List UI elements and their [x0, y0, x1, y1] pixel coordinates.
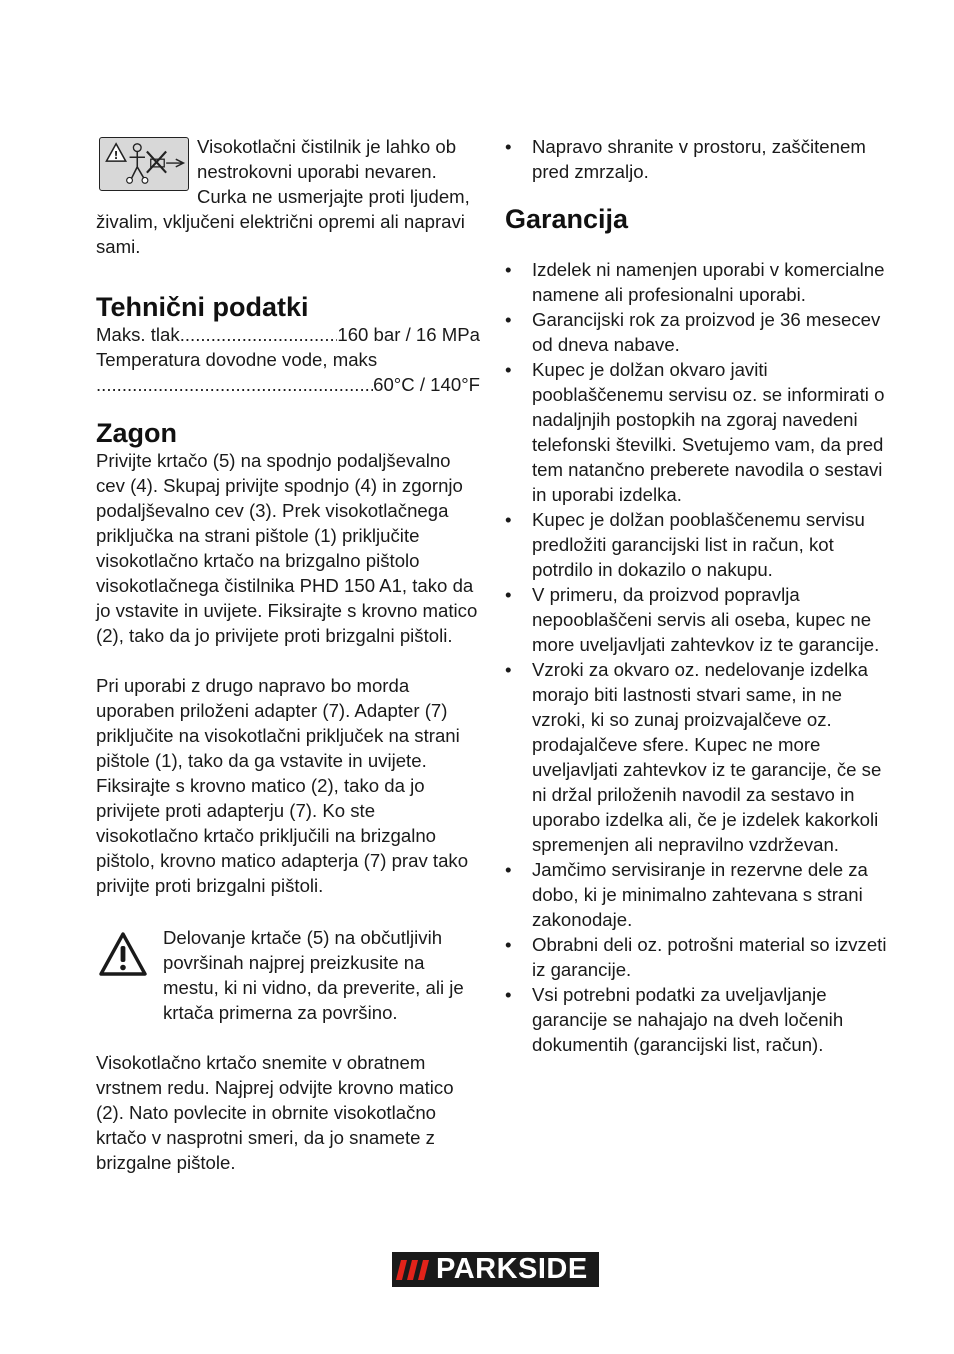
right-column	[505, 134, 895, 1057]
list-item: • Obrabni deli oz. potrošni material so izvzeti iz garancije.	[505, 932, 895, 982]
list-item: • Vsi potrebni podatki za uveljavljanje garancije se nahajajo na dveh ločenih dokumentih (garancijski list, račun).	[505, 982, 895, 1057]
tech-row-pressure	[96, 322, 480, 347]
list-item: • Napravo shranite v prostoru, zaščitenem pred zmrzaljo.	[505, 134, 895, 184]
parkside-logo-text: PARKSIDE	[436, 1253, 588, 1285]
list-item: • V primeru, da proizvod popravlja nepooblaščeni servis ali oseba, kupec ne more uveljavljati zahtevkov iz te garancije.	[505, 582, 895, 657]
start-paragraph-2: Pri uporabi z drugo napravo bo morda uporaben priloženi adapter (7). Adapter (7) priključite na visokotlačni priključek na strani pištole (1), tako da ga vstavite in uvijete. Fiksirajte s krovno matico (2), tako da jo privijete proti adapterju (7). Ko ste visokotlačno krtačo priključili na brizgalno pištolo, krovno matico adapterja (7) prav tako privijte proti brizgalni pištoli.	[96, 675, 469, 896]
tech-row-temperature-label: Temperatura dovodne vode, maks	[96, 349, 378, 370]
technical-data-heading: Tehnični podatki	[96, 292, 309, 322]
warranty-list	[505, 257, 895, 1057]
list-item: • Jamčimo servisiranje in rezervne dele za dobo, ki je minimalno zahtevana s strani zakonodaje.	[505, 857, 895, 932]
parkside-stripes-icon	[392, 1252, 436, 1287]
spray-warning-icon	[99, 137, 189, 191]
storage-list	[505, 134, 895, 184]
tech-row-label: Maks. tlak	[96, 324, 180, 345]
tech-row-temperature	[96, 372, 480, 397]
list-item: • Kupec je dolžan okvaro javiti pooblaščenemu servisu oz. se informirati o nadaljnjih postopkih na zgoraj navedeni telefonski številki. Svetujemo vam, da pred tem natančno preberete navodila o sestavi in uporabi izdelka.	[505, 357, 895, 507]
tech-row-value: 60°C / 140°F	[373, 374, 480, 395]
warranty-heading: Garancija	[505, 204, 629, 234]
svg-text:!: !	[113, 150, 119, 163]
technical-data	[96, 322, 480, 397]
start-paragraph-3: Visokotlačno krtačo snemite v obratnem vrstnem redu. Najprej odvijte krovno matico (2). Nato povlecite in obrnite visokotlačno krtačo v nasprotni smeri, da jo snamete z brizgalne pištole.	[96, 1052, 454, 1173]
parkside-logo	[392, 1252, 599, 1287]
spray-warning-text: Visokotlačni čistilnik je lahko ob nestrokovni uporabi nevaren. Curka ne usmerjajte proti ljudem, živalim, vključeni električni opremi ali napravi sami.	[96, 136, 470, 257]
start-paragraph-1: Privijte krtačo (5) na spodnjo podaljševalno cev (4). Skupaj privijte spodnjo (4) in zgornjo podaljševalno cev (3). Prek visokotlačnega priključka na strani pištole (1) priključite visokotlačno krtačo na brizgalno pištolo visokotlačnega čistilnika PHD 150 A1, tako da jo vstavite in uvijete. Fiksirajte s krovno matico (2), tako da jo privijete proti brizgalni pištoli.	[96, 450, 478, 646]
start-heading: Zagon	[96, 418, 177, 448]
caution-text: Delovanje krtače (5) na občutljivih površinah najprej preizkusite na mestu, ki ni vidno, da preverite, ali je krtača primerna za površino.	[163, 927, 464, 1023]
caution-note	[96, 925, 480, 1025]
list-item: • Garancijski rok za proizvod je 36 mesecev od dneva nabave.	[505, 307, 895, 357]
warning-triangle-icon	[98, 931, 148, 977]
list-item: • Kupec je dolžan pooblaščenemu servisu predložiti garancijski list in račun, kot potrdilo in dokazilo o nakupu.	[505, 507, 895, 582]
left-column	[96, 134, 480, 1175]
list-item: • Vzroki za okvaro oz. nedelovanje izdelka morajo biti lastnosti stvari same, in ne vzroki, ki so zunaj proizvajalčeve oz. prodajalčeve sfere. Kupec ne more uveljavljati zahtevkov iz te garancije, če se ni držal priloženih navodil za sestavo in uporabo izdelka ali, če je izdelek kakorkoli spremenjen ali nepravilno vzdrževan.	[505, 657, 895, 857]
tech-row-value: 160 bar / 16 MPa	[337, 324, 480, 345]
spray-warning	[96, 134, 480, 259]
list-item: • Izdelek ni namenjen uporabi v komercialne namene ali profesionalni uporabi.	[505, 257, 895, 307]
